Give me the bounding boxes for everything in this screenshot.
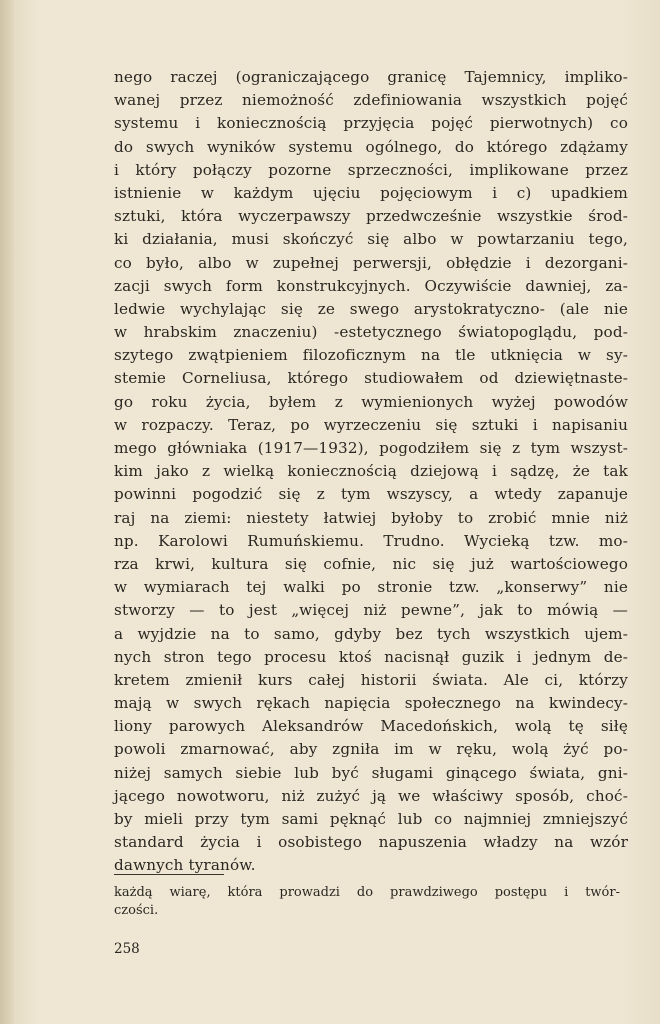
body-line: systemu i koniecznością przyjęcia pojęć pierwotnych) co — [114, 114, 628, 133]
body-line: mego główniaka (1917—1932), pogodziłem się z tym wszyst- — [114, 439, 628, 457]
footnote-rule — [114, 874, 224, 875]
body-line: wanej przez niemożność zdefiniowania wszystkich pojęć — [114, 91, 628, 110]
body-line: liony parowych Aleksandrów Macedońskich, wolą tę siłę — [114, 717, 628, 736]
body-line: stemie Corneliusa, którego studiowałem od dziewiętnaste- — [114, 369, 628, 388]
body-line: ki działania, musi skończyć się albo w powtarzaniu tego, — [114, 230, 628, 249]
body-line: powoli zmarnować, aby zgniła im w ręku, wolą żyć po- — [114, 740, 628, 759]
footnote-line: każdą wiarę, która prowadzi do prawdziwego postępu i twór- — [114, 885, 620, 900]
body-line: nego raczej (ograniczającego granicę Tajemnicy, impliko- — [114, 68, 628, 86]
body-line: powinni pogodzić się z tym wszyscy, a wtedy zapanuje — [114, 485, 628, 504]
body-line: nych stron tego procesu ktoś nacisnął guzik i jednym de- — [114, 647, 628, 666]
footnote-line: czości. — [114, 903, 159, 918]
footnote — [114, 884, 620, 920]
body-line: dawnych tyranów. — [114, 856, 256, 875]
body-line: do swych wyników systemu ogólnego, do którego zdążamy — [114, 137, 628, 156]
body-line: w wymiarach tej walki po stronie tzw. „konserwy” nie — [114, 578, 628, 597]
body-line: istnienie w każdym ujęciu pojęciowym i c) upadkiem — [114, 183, 628, 202]
body-line: standard życia i osobistego napuszenia władzy na wzór — [114, 833, 628, 852]
body-line: mają w swych rękach napięcia społecznego na kwindecy- — [114, 694, 628, 713]
body-line: sztuki, która wyczerpawszy przedwcześnie wszystkie środ- — [114, 207, 628, 226]
page-number: 258 — [114, 941, 140, 957]
body-line: szytego zwątpieniem filozoficznym na tle utknięcia w sy- — [114, 346, 628, 365]
body-line: stworzy — to jest „więcej niż pewne”, jak to mówią — — [114, 601, 628, 620]
body-line: w rozpaczy. Teraz, po wyrzeczeniu się sztuki i napisaniu — [114, 415, 628, 434]
body-line: kim jako z wielką koniecznością dziejową i sądzę, że tak — [114, 462, 628, 481]
body-line: kretem zmienił kurs całej historii świata. Ale ci, którzy — [114, 670, 628, 689]
body-line: by mieli przy tym sami pęknąć lub co najmniej zmniejszyć — [114, 810, 628, 828]
body-line: go roku życia, byłem z wymienionych wyżej powodów — [114, 392, 628, 411]
body-line: co było, albo w zupełnej perwersji, obłędzie i dezorgani- — [114, 253, 628, 272]
body-line: raj na ziemi: niestety łatwiej byłoby to zrobić mnie niż — [114, 508, 628, 527]
body-line: rza krwi, kultura się cofnie, nic się już wartościowego — [114, 554, 628, 573]
body-line: ledwie wychylając się ze swego arystokratyczno- (ale nie — [114, 299, 628, 318]
body-line: w hrabskim znaczeniu) -estetycznego światopoglądu, pod- — [114, 323, 628, 342]
body-line: i który połączy pozorne sprzeczności, implikowane przez — [114, 160, 628, 179]
body-line: niżej samych siebie lub być sługami ginącego świata, gni- — [114, 763, 628, 782]
body-line: np. Karolowi Rumuńskiemu. Trudno. Wycieką tzw. mo- — [114, 531, 628, 550]
body-line: a wyjdzie na to samo, gdyby bez tych wszystkich ujem- — [114, 624, 628, 643]
body-text — [114, 66, 628, 878]
body-line: jącego nowotworu, niż zużyć ją we właściwy sposób, choć- — [114, 786, 628, 805]
body-line: zacji swych form konstrukcyjnych. Oczywiście dawniej, za- — [114, 276, 628, 295]
page-gutter — [0, 0, 14, 1024]
